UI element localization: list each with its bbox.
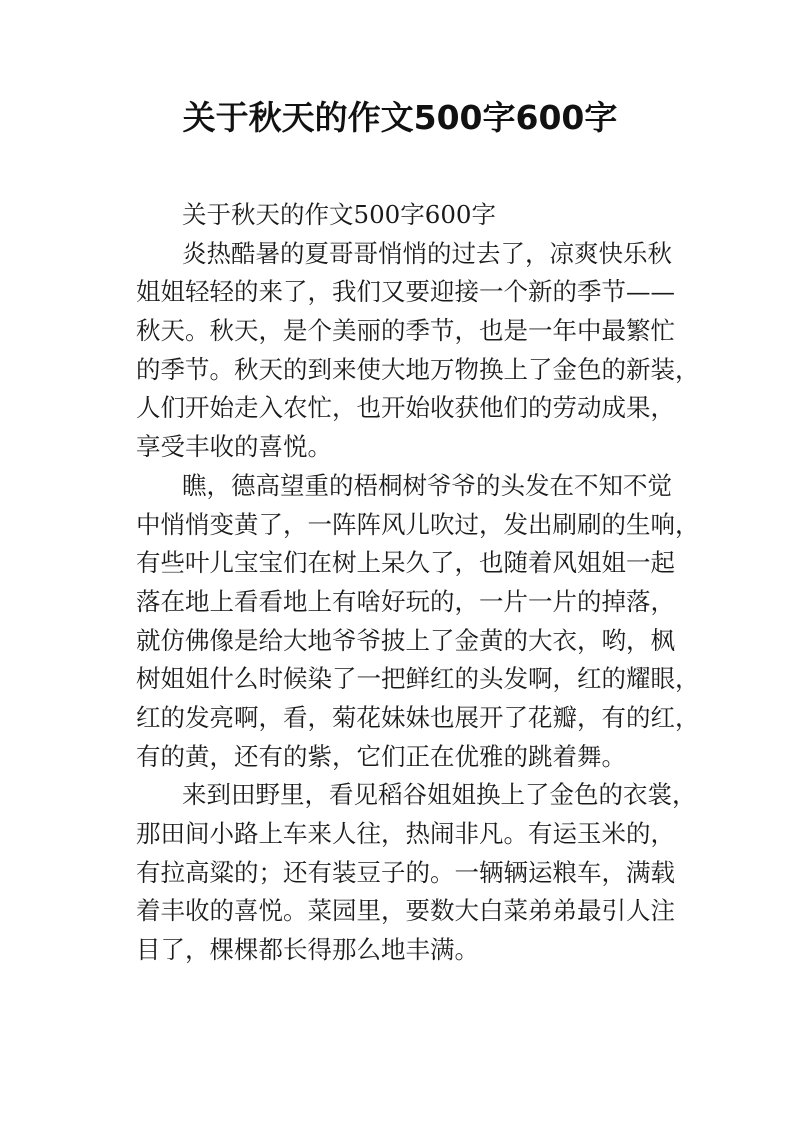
- paragraph-line: 有的黄，还有的紫，它们正在优雅的跳着舞。: [136, 741, 626, 771]
- document-title: 关于秋天的作文500字600字: [182, 98, 618, 137]
- document-subtitle: 关于秋天的作文500字600字: [182, 200, 497, 229]
- paragraph-2: [136, 467, 700, 777]
- paragraph-line: 瞧，德高望重的梧桐树爷爷的头发在不知不觉: [182, 470, 672, 500]
- paragraph-line: 目了，棵棵都长得那么地丰满。: [136, 935, 479, 965]
- paragraph-line: 炎热酷暑的夏哥哥悄悄的过去了，凉爽快乐秋: [182, 238, 672, 268]
- paragraph-line: 着丰收的喜悦。菜园里，要数大白菜弟弟最引人注: [136, 896, 675, 926]
- paragraph-line: 有拉高粱的；还有装豆子的。一辆辆运粮车，满载: [136, 857, 675, 887]
- paragraph-line: 红的发亮啊，看，菊花妹妹也展开了花瓣，有的红，: [136, 702, 700, 732]
- paragraph-line: 人们开始走入农忙，也开始收获他们的劳动成果，: [136, 393, 675, 423]
- paragraph-line: 落在地上看看地上有啥好玩的，一片一片的掉落，: [136, 586, 675, 616]
- paragraph-line: 的季节。秋天的到来使大地万物换上了金色的新装，: [136, 354, 700, 384]
- paragraph-line: 来到田野里，看见稻谷姐姐换上了金色的衣裳，: [182, 780, 697, 810]
- paragraph-line: 姐姐轻轻的来了，我们又要迎接一个新的季节——: [136, 277, 675, 307]
- paragraph-line: 中悄悄变黄了，一阵阵风儿吹过，发出刷刷的生响，: [136, 509, 700, 539]
- document-body: [136, 196, 700, 970]
- paragraph-3: [136, 776, 697, 969]
- paragraph-line: 就仿佛像是给大地爷爷披上了金黄的大衣，哟，枫: [136, 625, 675, 655]
- paragraph-line: 享受丰收的喜悦。: [136, 432, 332, 462]
- paragraph-1: [136, 235, 700, 467]
- paragraph-line: 有些叶儿宝宝们在树上呆久了，也随着风姐姐一起: [136, 548, 675, 578]
- paragraph-line: 秋天。秋天，是个美丽的季节，也是一年中最繁忙: [136, 316, 675, 346]
- paragraph-line: 树姐姐什么时候染了一把鲜红的头发啊，红的耀眼，: [136, 664, 700, 694]
- paragraph-line: 那田间小路上车来人往，热闹非凡。有运玉米的，: [136, 819, 675, 848]
